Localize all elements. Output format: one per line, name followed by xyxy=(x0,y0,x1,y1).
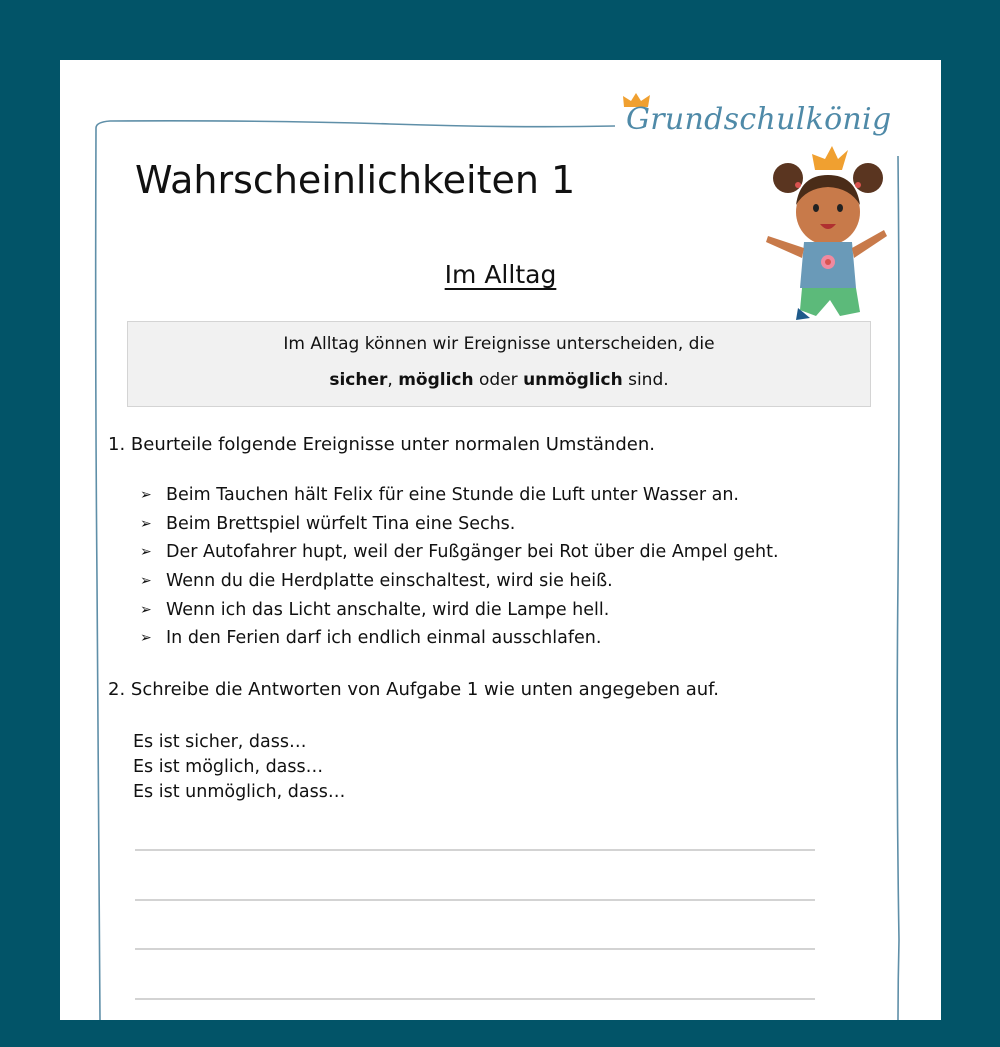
info-box xyxy=(127,321,871,407)
info-line-1: Im Alltag können wir Ereignisse unterscheiden, die xyxy=(283,334,715,354)
phrase-unmoeglich: Es ist unmöglich, dass… xyxy=(133,782,346,802)
phrase-sicher: Es ist sicher, dass… xyxy=(133,732,307,752)
writing-line xyxy=(135,849,815,851)
sentence-starters xyxy=(133,730,345,805)
subtitle-text: Im Alltag xyxy=(444,260,557,289)
arrow-bullet-icon: ➢ xyxy=(140,573,152,590)
brand-logo: Grundschulkönig xyxy=(626,102,892,137)
task-text: Beurteile folgende Ereignisse unter normalen Umständen. xyxy=(130,434,655,455)
arrow-bullet-icon: ➢ xyxy=(140,601,152,618)
list-item xyxy=(140,481,779,510)
list-item-text: Beim Tauchen hält Felix für eine Stunde die Luft unter Wasser an. xyxy=(166,485,739,506)
list-item xyxy=(140,510,779,539)
list-item-text: Beim Brettspiel würfelt Tina eine Sechs. xyxy=(166,513,516,534)
phrase-moeglich: Es ist möglich, dass… xyxy=(133,757,324,777)
list-item xyxy=(140,595,779,624)
task-number: 1. xyxy=(108,434,126,455)
info-text: oder xyxy=(473,370,524,390)
keyword-unmoeglich: unmöglich xyxy=(523,370,623,390)
info-line-2 xyxy=(128,370,870,390)
list-item-text: In den Ferien darf ich endlich einmal ausschlafen. xyxy=(166,628,602,649)
arrow-bullet-icon: ➢ xyxy=(140,544,152,561)
writing-line xyxy=(135,948,815,950)
info-text: sind. xyxy=(622,370,669,390)
worksheet-title: Wahrscheinlichkeiten 1 xyxy=(135,158,576,202)
worksheet-page xyxy=(60,60,941,1020)
girl-illustration xyxy=(760,140,890,320)
task-1-instruction xyxy=(108,434,655,455)
list-item-text: Wenn ich das Licht anschalte, wird die Lampe hell. xyxy=(166,599,610,620)
list-item-text: Der Autofahrer hupt, weil der Fußgänger bei Rot über die Ampel geht. xyxy=(166,542,779,563)
list-item xyxy=(140,538,779,567)
keyword-moeglich: möglich xyxy=(398,370,474,390)
task-2-instruction xyxy=(108,679,719,700)
arrow-bullet-icon: ➢ xyxy=(140,630,152,647)
worksheet-subtitle xyxy=(60,260,941,289)
writing-line xyxy=(135,998,815,1000)
writing-lines xyxy=(135,849,815,1047)
list-item xyxy=(140,567,779,596)
keyword-sicher: sicher xyxy=(329,370,388,390)
info-text: , xyxy=(387,370,399,390)
list-item xyxy=(140,624,779,653)
writing-line xyxy=(135,899,815,901)
task-text: Schreibe die Antworten von Aufgabe 1 wie unten angegeben auf. xyxy=(130,679,719,700)
arrow-bullet-icon: ➢ xyxy=(140,487,152,504)
arrow-bullet-icon: ➢ xyxy=(140,515,152,532)
event-list xyxy=(140,481,779,653)
list-item-text: Wenn du die Herdplatte einschaltest, wird sie heiß. xyxy=(166,571,613,592)
task-number: 2. xyxy=(108,679,126,700)
